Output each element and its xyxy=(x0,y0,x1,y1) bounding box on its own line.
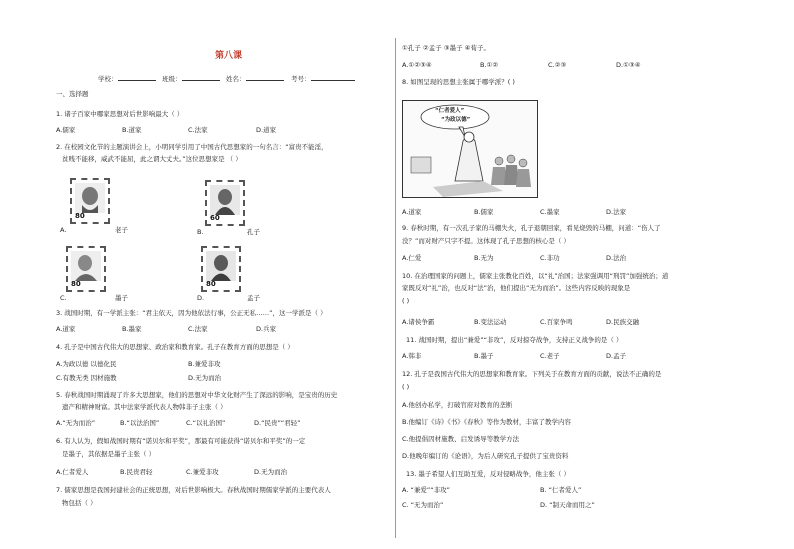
question-12-line2: ( ) xyxy=(402,383,410,391)
portrait-laozi-icon xyxy=(75,183,105,213)
q7-option-d: D.①③④ xyxy=(616,61,641,69)
q5-option-d: D.“民贵”“君轻” xyxy=(254,419,301,427)
q2-option-a-letter: A. xyxy=(60,226,67,234)
question-11: 11. 战国时期，提出“兼爱”“非攻”，反对掠夺战争，支持正义战争的是（ ） xyxy=(406,336,623,344)
q2-option-c-letter: C. xyxy=(60,294,67,302)
question-1: 1. 诸子百家中哪家思想对后世影响最大（ ） xyxy=(56,110,184,118)
question-10-line2: 家既反对“礼”治，也反对“法”治，他们提出“无为而治”。这些内容反映的现象是 xyxy=(402,284,631,292)
portrait-kongzi-icon xyxy=(210,185,240,215)
q8-option-d: D.法家 xyxy=(606,208,627,216)
q11-option-b: B.墨子 xyxy=(474,352,494,360)
confucius-cartoon xyxy=(402,100,538,198)
cartoon-bubble-line1: “仁者爱人” xyxy=(435,108,465,114)
portrait-mengzi-icon xyxy=(206,251,236,281)
teaching-scene-icon xyxy=(403,101,538,198)
q7-statements: ①孔子 ②孟子 ③墨子 ④荀子。 xyxy=(402,44,491,52)
q10-option-c: C.百家争鸣 xyxy=(540,318,573,326)
q5-option-c: C.“以礼治国” xyxy=(186,419,226,427)
q7-option-a: A.①②③④ xyxy=(402,61,432,69)
question-7-line2: 物包括（ ） xyxy=(62,499,97,507)
q13-option-b: B. “仁者爱人” xyxy=(540,486,582,494)
q10-option-a: A.诸侯争霸 xyxy=(402,318,435,326)
q11-option-c: C.老子 xyxy=(540,352,560,360)
q4-option-a: A.为政以德 以德化民 xyxy=(56,360,117,368)
q1-option-d: D.道家 xyxy=(256,126,277,134)
q12-option-c: C.他提倡因材施教、启发诱导等教学方法 xyxy=(402,435,520,443)
q4-option-d: D.无为而治 xyxy=(188,374,222,382)
q6-option-b: B.民贵君轻 xyxy=(120,468,153,476)
stamp-mozi: 80 xyxy=(66,246,106,292)
q7-option-b: B.①② xyxy=(480,61,499,69)
q12-option-d: D.他晚年编订的《论语》，为后人研究孔子提供了宝贵资料 xyxy=(402,452,569,460)
column-divider xyxy=(395,38,396,538)
q2-option-b-name: 孔子 xyxy=(247,228,260,236)
q13-option-a: A. “兼爱”“非攻” xyxy=(402,486,450,494)
q13-option-c: C. “无为而治” xyxy=(402,501,444,509)
q4-option-b: B.兼爱非攻 xyxy=(188,360,221,368)
q3-option-d: D.兵家 xyxy=(256,325,277,333)
school-blank xyxy=(118,74,156,81)
question-4: 4. 孔子是中国古代伟大的思想家、政治家和教育家。孔子在教育方面的思想是（ ） xyxy=(56,343,294,351)
q9-option-c: C.非功 xyxy=(540,254,560,262)
question-8: 8. 如图呈现的思想主张属于哪学派？( ) xyxy=(402,78,515,86)
question-5-line1: 5. 春秋战国时期涌现了许多大思想家，他们的思想对中华文化财产生了深远的影响，是宝贵的历史 xyxy=(56,391,338,399)
q8-option-b: B.儒家 xyxy=(474,208,494,216)
q11-option-d: D.孟子 xyxy=(606,352,627,360)
section-heading: 一、选择题 xyxy=(56,90,89,98)
class-label: 班级： xyxy=(162,74,220,83)
question-7-line1: 7. 儒家思想是我国封建社会的正统思想，对后世影响极大。春秋战国时期儒家学派的主要代表人 xyxy=(56,486,331,494)
question-10-line3: ( ) xyxy=(402,297,410,305)
question-6-line1: 6. 有人认为，假如战国时期有“诺贝尔和平奖”，那最有可能获得“诺贝尔和平奖”的一定 xyxy=(56,437,306,445)
q2-option-d-name: 孟子 xyxy=(247,294,260,302)
q13-option-d: D. “制天命而用之” xyxy=(540,501,595,509)
q3-option-b: B.墨家 xyxy=(122,325,142,333)
class-blank xyxy=(182,74,220,81)
exam-no-blank xyxy=(311,74,355,81)
question-2-line1: 2. 在校园文化节的主题演讲会上，小明同学引用了中国古代思想家的一句名言：“富贵不能淫， xyxy=(56,143,328,151)
q8-option-c: C.墨家 xyxy=(540,208,560,216)
stamp-mengzi: 80 xyxy=(201,246,241,292)
q10-option-b: B.变法运动 xyxy=(474,318,507,326)
portrait-mozi-icon xyxy=(71,251,101,281)
q3-option-c: C.法家 xyxy=(188,325,208,333)
exam-no-label: 考号： xyxy=(291,74,355,83)
q2-option-a-name: 老子 xyxy=(115,226,128,234)
q6-option-d: D.无为而治 xyxy=(254,468,288,476)
school-label: 学校： xyxy=(98,74,156,83)
question-9-line1: 9. 春秋时期，有一次孔子家的马棚失火，孔子退朝回家，看见烧毁的马棚，问道：“伤人了 xyxy=(402,224,661,232)
stamp-laozi: 80 xyxy=(70,178,110,224)
name-label: 姓名： xyxy=(226,74,284,83)
q3-option-a: A.道家 xyxy=(56,325,76,333)
question-2-line2: 贫贱不能移，威武不能屈，此之谓大丈夫。”这位思想家是 （ ） xyxy=(62,155,242,163)
question-5-line2: 遗产和精神财富。其中法家学派代表人物韩非子主张（ ） xyxy=(62,403,227,411)
q12-option-b: B.他编订《诗》《书》《春秋》等作为教材，丰富了教学内容 xyxy=(402,418,572,426)
q9-option-d: D.法治 xyxy=(606,254,627,262)
question-13: 13. 墨子希望人们互助互爱，反对侵略战争，他主张（ ） xyxy=(406,470,570,478)
question-3: 3. 战国时期，有一学派主张：“君主依天，因为他依法行事，公正无私……”，这一学派是（ ） xyxy=(56,309,327,317)
q2-option-d-letter: D. xyxy=(197,294,205,302)
name-blank xyxy=(246,74,284,81)
q5-option-b: B.“以法治国” xyxy=(120,419,160,427)
q2-option-c-name: 墨子 xyxy=(115,294,128,302)
q9-option-b: B.无为 xyxy=(474,254,494,262)
q7-option-c: C.②③ xyxy=(548,61,567,69)
q2-option-b-letter: B. xyxy=(197,228,204,236)
q5-option-a: A.“无为而治” xyxy=(56,419,96,427)
question-9-line2: 没？”而对财产只字不提。这体现了孔子思想的核心是（ ） xyxy=(402,237,570,245)
q9-option-a: A.仁爱 xyxy=(402,254,422,262)
cartoon-bubble-line2: “为政以德” xyxy=(441,117,471,123)
q6-option-a: A.仁者爱人 xyxy=(56,468,89,476)
q8-option-a: A.道家 xyxy=(402,208,422,216)
q11-option-a: A.韩非 xyxy=(402,352,422,360)
q4-option-c: C.有教无类 因材施教 xyxy=(56,374,117,382)
q1-option-c: C.法家 xyxy=(188,126,208,134)
q6-option-c: C.兼爱非攻 xyxy=(186,468,219,476)
q12-option-a: A.他创办私学，打破官府对教育的垄断 xyxy=(402,401,513,409)
question-12-line1: 12. 孔子是我国古代伟大的思想家和教育家。下列关于在教育方面的贡献，说法不正确的是 xyxy=(402,370,662,378)
page-title: 第八课 xyxy=(215,51,243,61)
q1-option-b: B.道家 xyxy=(122,126,142,134)
q1-option-a: A.儒家 xyxy=(56,126,76,134)
question-6-line2: 是墨子，其依据是墨子主张（ ） xyxy=(62,450,156,458)
stamp-kongzi: 60 xyxy=(205,180,245,226)
q10-option-d: D.民族交融 xyxy=(606,318,640,326)
question-10-line1: 10. 在治理国家的问题上，儒家主张教化百姓，以“礼”治国；法家强调用“刑罚”加强统治；道 xyxy=(402,272,669,280)
